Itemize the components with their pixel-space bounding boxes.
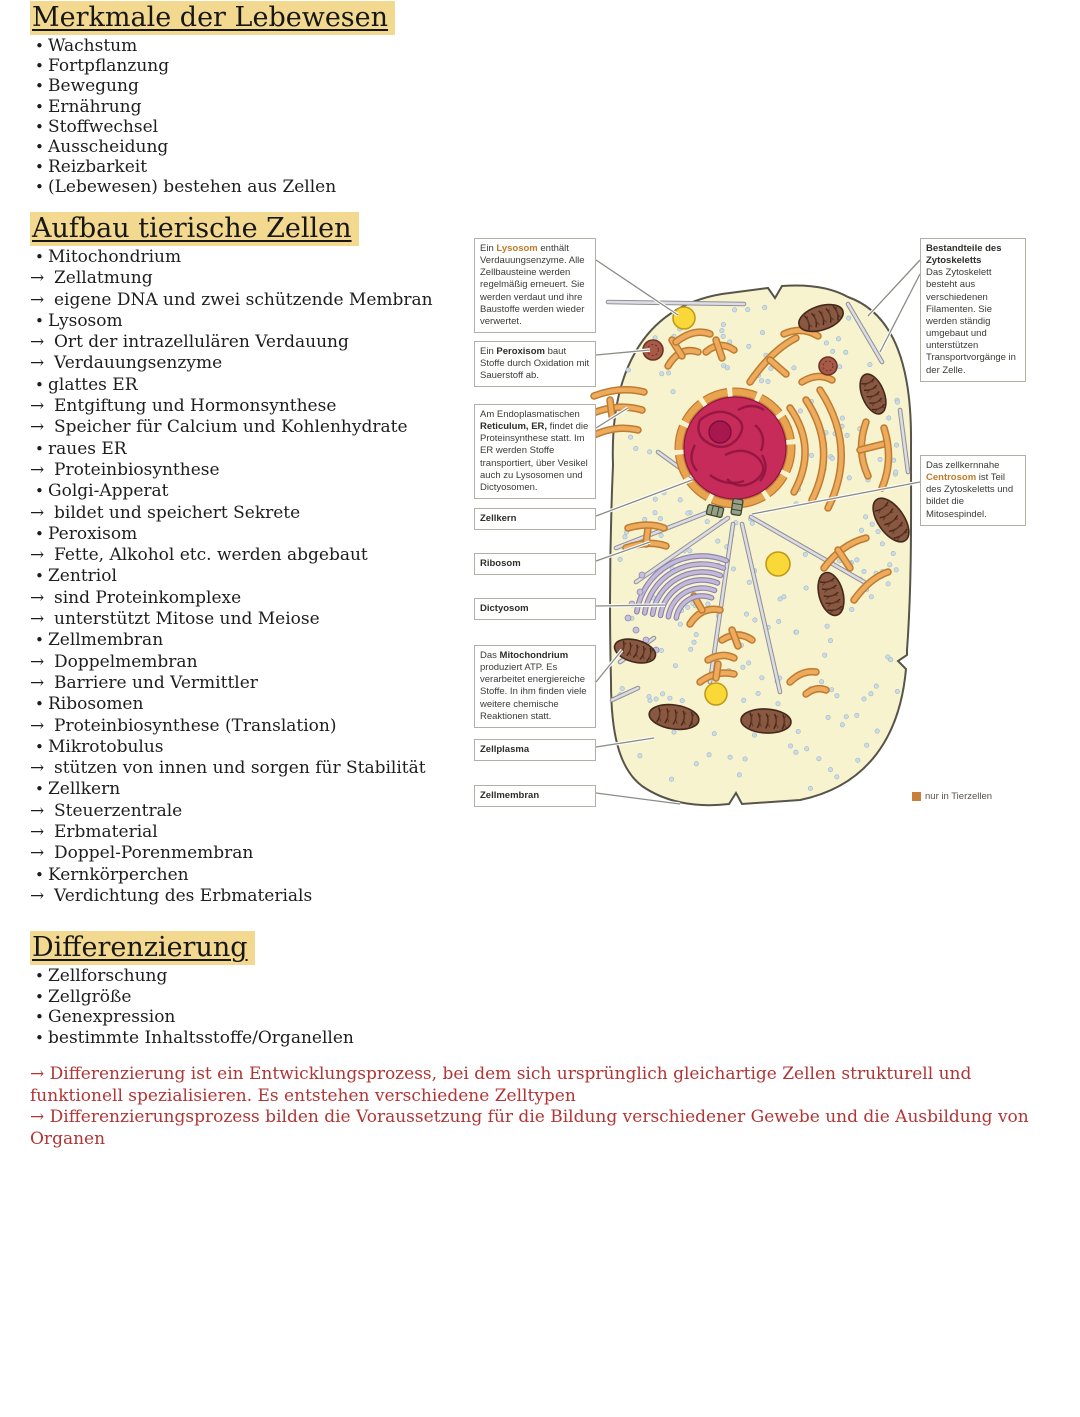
item-text: Ribosomen — [48, 694, 144, 715]
bullet-marker: • — [35, 137, 44, 156]
bullet-item — [30, 311, 470, 332]
section-merkmale — [30, 1, 470, 198]
arrow-marker: → — [30, 353, 45, 374]
bullet-item — [30, 97, 470, 117]
bullet-marker: • — [35, 117, 44, 136]
arrow-marker: → — [30, 885, 45, 906]
item-text: Zellkern — [48, 779, 121, 800]
bullet-item — [30, 439, 470, 460]
item-text: Proteinbiosynthese (Translation) — [54, 715, 337, 736]
item-text: Fette, Alkohol etc. werden abgebaut — [54, 545, 368, 566]
bullet-marker: • — [35, 865, 44, 884]
arrow-marker: → — [30, 672, 45, 693]
lysosome — [673, 307, 695, 329]
item-text: Bewegung — [48, 76, 139, 97]
arrow-marker: → — [30, 800, 45, 821]
organelle-term: Centrosom — [926, 472, 977, 484]
item-text: Wachstum — [48, 36, 138, 56]
label-text: Bestandteile des Zytoskeletts — [926, 243, 1002, 267]
arrow-item — [30, 503, 470, 524]
centriole-cylinder — [731, 498, 743, 515]
item-text: Mitochondrium — [48, 247, 182, 267]
item-text: Kernkörperchen — [48, 864, 189, 885]
diagram-label-peroxisom — [474, 341, 596, 387]
label-text: Das zellkernnahe — [926, 460, 1000, 471]
arrow-item — [30, 609, 470, 630]
item-text: Verdauungsenzyme — [54, 353, 223, 374]
bullet-marker: • — [35, 1008, 44, 1027]
bullet-marker: • — [35, 37, 44, 55]
label-text: Das Zytoskelett besteht aus verschiedenen Filamenten. Sie werden ständig umgebaut und unterstützen Transportvorgänge in der Zelle. — [926, 267, 1016, 376]
lysosome — [766, 552, 790, 576]
label-text: Ribosom — [480, 558, 521, 569]
arrow-item — [30, 886, 470, 907]
arrow-item — [30, 353, 470, 374]
label-text: ist Teil des Zytoskeletts und bildet die Mitosespindel. — [926, 472, 1014, 520]
diagram-label-centrosom — [920, 455, 1026, 526]
item-text: Lysosom — [48, 310, 123, 331]
item-text: Peroxisom — [48, 523, 138, 544]
label-text: Das — [480, 650, 500, 661]
arrow-item — [30, 652, 470, 673]
arrow-marker: → — [30, 545, 45, 566]
bullet-item — [30, 247, 470, 268]
diagram-label-dictyosom — [474, 598, 596, 620]
item-text: Zellgröße — [48, 986, 132, 1007]
arrow-marker: → — [30, 822, 45, 843]
diagram-label-zellmembran — [474, 785, 596, 807]
arrow-item — [30, 460, 470, 481]
bullet-item — [30, 966, 470, 987]
arrow-marker: → — [30, 843, 45, 864]
bullet-marker: • — [35, 57, 44, 76]
item-text: Entgiftung und Hormonsynthese — [54, 396, 337, 417]
item-text: Zellatmung — [54, 268, 153, 289]
label-text: Zellmembran — [480, 790, 540, 801]
arrow-item — [30, 545, 470, 566]
item-text: Genexpression — [48, 1007, 176, 1028]
section-heading: Differenzierung — [30, 931, 255, 965]
arrow-item — [30, 588, 470, 609]
bullet-marker: • — [35, 158, 44, 177]
item-text: stützen von innen und sorgen für Stabilität — [54, 758, 426, 779]
item-text: Barriere und Vermittler — [54, 672, 258, 693]
item-text: Speicher für Calcium und Kohlenhydrate — [54, 417, 408, 438]
bullet-marker: • — [35, 987, 44, 1006]
item-text: Fortpflanzung — [48, 56, 170, 77]
item-text: Proteinbiosynthese — [54, 459, 220, 480]
arrow-marker: → — [30, 396, 45, 417]
leader-line — [596, 260, 678, 315]
diagram-label-zytoskelett — [920, 238, 1026, 382]
legend-swatch-icon — [912, 792, 921, 801]
bullet-item — [30, 779, 470, 800]
item-text: Zellmembran — [48, 630, 164, 651]
diagram-label-er — [474, 404, 596, 499]
peroxisome — [819, 357, 837, 375]
label-text: enthält Verdauungsenzyme. Alle Zellbausteine werden regelmäßig erneuert. Sie werden verdaut und ihre Baustoffe werden wieder verwertet. — [480, 243, 585, 327]
item-text: Zellforschung — [48, 966, 168, 986]
section-aufbau — [30, 212, 470, 907]
organelle-term: Lysosom — [496, 243, 538, 254]
label-text: Ein — [480, 243, 497, 254]
item-text: sind Proteinkomplexe — [54, 587, 242, 608]
bullet-item — [30, 481, 470, 502]
item-text: raues ER — [48, 438, 127, 459]
label-text: baut Stoffe durch Oxidation mit Sauerstoff ab. — [480, 346, 590, 382]
section-differenzierung — [30, 931, 470, 1048]
red-notes — [30, 1064, 1030, 1150]
arrow-marker: → — [30, 289, 45, 310]
item-text: eigene DNA und zwei schützende Membran — [54, 289, 433, 310]
label-text: findet die Proteinsynthese statt. Im ER werden Stoffe transportiert, über Vesikel auch zu Lysosomen und Dictyosomen. — [480, 421, 589, 493]
arrow-item — [30, 268, 470, 289]
bullet-item — [30, 1007, 470, 1028]
arrow-marker: → — [30, 502, 45, 523]
arrow-item — [30, 396, 470, 417]
diagram-label-lysosom — [474, 238, 596, 333]
bullet-marker: • — [35, 1028, 44, 1047]
bullet-item — [30, 524, 470, 545]
section-heading: Merkmale der Lebewesen — [30, 1, 395, 35]
bullet-item — [30, 566, 470, 587]
diagram-label-zellplasma — [474, 739, 596, 761]
item-text: Doppel-Porenmembran — [54, 843, 254, 864]
arrow-marker: → — [30, 332, 45, 353]
bullet-marker: • — [35, 77, 44, 96]
item-text: glattes ER — [48, 374, 138, 395]
bullet-item — [30, 865, 470, 886]
arrow-item — [30, 843, 470, 864]
item-text: bildet und speichert Sekrete — [54, 502, 301, 523]
bullet-marker: • — [35, 737, 44, 756]
bullet-marker: • — [35, 524, 44, 543]
label-text: Reticulum, ER, — [480, 421, 548, 433]
bullet-marker: • — [35, 631, 44, 650]
label-text: Zellkern — [480, 513, 517, 524]
bullet-marker: • — [35, 97, 44, 116]
bullet-marker: • — [35, 178, 44, 197]
arrow-item — [30, 822, 470, 843]
diagram-label-ribosom — [474, 553, 596, 575]
arrow-marker: → — [30, 715, 45, 736]
item-text: Reizbarkeit — [48, 157, 148, 178]
item-text: Zentriol — [48, 566, 117, 587]
bullet-marker: • — [35, 375, 44, 394]
item-text: Golgi-Apperat — [48, 481, 169, 502]
bullet-marker: • — [35, 780, 44, 799]
bullet-item — [30, 177, 470, 197]
diagram-legend — [912, 791, 992, 802]
bullet-item — [30, 737, 470, 758]
diagram-label-zellkern — [474, 508, 596, 530]
bullet-marker: • — [35, 248, 44, 266]
item-text: bestimmte Inhaltsstoffe/Organellen — [48, 1027, 354, 1048]
bullet-marker: • — [35, 967, 44, 985]
bullet-marker: • — [35, 439, 44, 458]
arrow-marker: → — [30, 609, 45, 630]
red-note: → Differenzierung ist ein Entwicklungsprozess, bei dem sich ursprünglich gleichartige Zellen strukturell und funktionell spezialisieren. Es entstehen verschiedene Zelltypen — [30, 1064, 972, 1106]
arrow-marker: → — [30, 758, 45, 779]
bullet-item — [30, 36, 470, 56]
bullet-marker: • — [35, 695, 44, 714]
item-text: Steuerzentrale — [54, 800, 183, 821]
section-heading: Aufbau tierische Zellen — [30, 212, 359, 246]
bullet-item — [30, 117, 470, 137]
bullet-item — [30, 694, 470, 715]
arrow-item — [30, 716, 470, 737]
arrow-item — [30, 673, 470, 694]
item-text: Doppelmembran — [54, 651, 198, 672]
arrow-marker: → — [30, 651, 45, 672]
item-text: Ausscheidung — [48, 136, 169, 157]
item-text: Ernährung — [48, 96, 142, 117]
nucleolus — [709, 421, 731, 443]
lysosome — [705, 683, 727, 705]
cell-diagram — [470, 230, 1080, 830]
bullet-item — [30, 56, 470, 76]
arrow-item — [30, 758, 470, 779]
item-text: Stoffwechsel — [48, 116, 159, 137]
arrow-item — [30, 290, 470, 311]
nucleus — [679, 392, 791, 504]
label-text: Mitochondrium — [499, 650, 569, 661]
label-text: produziert ATP. Es verarbeitet energiereiche Stoffe. In ihm finden viele weitere chemische Reaktionen statt. — [480, 662, 587, 722]
item-text: Erbmaterial — [54, 822, 158, 843]
bullet-item — [30, 76, 470, 96]
bullet-item — [30, 137, 470, 157]
bullet-item — [30, 375, 470, 396]
label-text: Am Endoplasmatischen — [480, 409, 580, 420]
arrow-marker: → — [30, 587, 45, 608]
red-note: → Differenzierungsprozess bilden die Voraussetzung für die Bildung verschiedener Gewebe und die Ausbildung von Organen — [30, 1107, 1029, 1149]
bullet-item — [30, 1028, 470, 1049]
arrow-marker: → — [30, 417, 45, 438]
item-text: Ort der intrazellulären Verdauung — [54, 332, 349, 353]
label-text: Dictyosom — [480, 603, 529, 614]
item-text: Verdichtung des Erbmaterials — [54, 885, 313, 906]
arrow-item — [30, 332, 470, 353]
item-text: unterstützt Mitose und Meiose — [54, 609, 320, 630]
bullet-marker: • — [35, 311, 44, 330]
bullet-item — [30, 987, 470, 1008]
bullet-item — [30, 157, 470, 177]
diagram-label-mitochondrium — [474, 645, 596, 728]
arrow-item — [30, 801, 470, 822]
arrow-item — [30, 417, 470, 438]
arrow-marker: → — [30, 459, 45, 480]
leader-line — [880, 274, 920, 352]
item-text: (Lebewesen) bestehen aus Zellen — [48, 177, 337, 198]
label-text: Peroxisom — [496, 346, 545, 357]
arrow-marker: → — [30, 268, 45, 289]
bullet-marker: • — [35, 482, 44, 501]
label-text: Ein — [480, 346, 497, 357]
bullet-marker: • — [35, 567, 44, 586]
legend-label: nur in Tierzellen — [925, 791, 993, 802]
item-text: Mikrotobulus — [48, 736, 164, 757]
bullet-item — [30, 630, 470, 651]
label-text: Zellplasma — [480, 744, 530, 755]
